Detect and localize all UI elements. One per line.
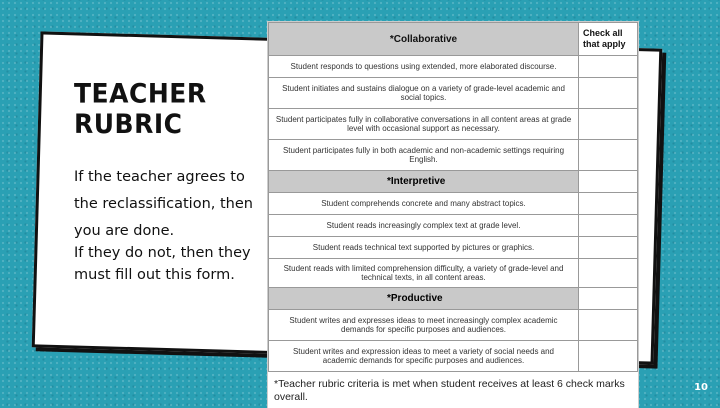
rubric-table <box>268 22 638 372</box>
criterion-text: Student reads with limited comprehension difficulty, a variety of grade-level and technical texts, in all content areas. <box>269 259 579 288</box>
check-cell[interactable] <box>579 341 638 372</box>
productive-header-row <box>269 288 638 310</box>
criterion-text: Student comprehends concrete and many abstract topics. <box>269 193 579 215</box>
check-cell[interactable] <box>579 193 638 215</box>
table-row <box>269 310 638 341</box>
criterion-text: Student participates fully in collaborative conversations in all content areas at grade level with occasional support as necessary. <box>269 109 579 140</box>
table-row <box>269 215 638 237</box>
check-cell[interactable] <box>579 259 638 288</box>
criterion-text: Student reads technical text supported by pictures or graphics. <box>269 237 579 259</box>
check-cell[interactable] <box>579 140 638 171</box>
criterion-text: Student responds to questions using extended, more elaborated discourse. <box>269 56 579 78</box>
criterion-text: Student writes and expresses ideas to meet increasingly complex academic demands for specific purposes and audiences. <box>269 310 579 341</box>
check-cell[interactable] <box>579 109 638 140</box>
check-cell[interactable] <box>579 310 638 341</box>
table-row <box>269 140 638 171</box>
table-row <box>269 109 638 140</box>
collaborative-header-row <box>269 23 638 56</box>
productive-header: *Productive <box>269 288 579 310</box>
rubric-table-image <box>268 22 638 408</box>
collaborative-header: *Collaborative <box>269 23 579 56</box>
check-cell[interactable] <box>579 215 638 237</box>
rubric-footer-note: *Teacher rubric criteria is met when student receives at least 6 check marks overall. <box>268 372 638 408</box>
criterion-text: Student participates fully in both academic and non-academic settings requiring English. <box>269 140 579 171</box>
table-row <box>269 341 638 372</box>
check-all-header: Check all that apply <box>579 23 638 56</box>
check-cell[interactable] <box>579 237 638 259</box>
check-cell[interactable] <box>579 56 638 78</box>
page-number: 10 <box>694 382 708 393</box>
criterion-text: Student writes and expression ideas to meet a variety of social needs and academic demands for specific purposes and audiences. <box>269 341 579 372</box>
table-row <box>269 193 638 215</box>
table-row <box>269 259 638 288</box>
slide-title: TEACHER RUBRIC <box>74 78 207 140</box>
check-cell <box>579 288 638 310</box>
table-row <box>269 237 638 259</box>
interpretive-header: *Interpretive <box>269 171 579 193</box>
criterion-text: Student reads increasingly complex text at grade level. <box>269 215 579 237</box>
check-cell[interactable] <box>579 78 638 109</box>
table-row <box>269 78 638 109</box>
criterion-text: Student initiates and sustains dialogue on a variety of grade-level academic and social topics. <box>269 78 579 109</box>
interpretive-header-row <box>269 171 638 193</box>
table-row <box>269 56 638 78</box>
instruction-text-1: If the teacher agrees to the reclassification, then you are done. <box>74 169 253 239</box>
instruction-text-2: If they do not, then they must fill out this form. <box>74 245 251 283</box>
check-cell <box>579 171 638 193</box>
left-panel <box>74 78 259 283</box>
